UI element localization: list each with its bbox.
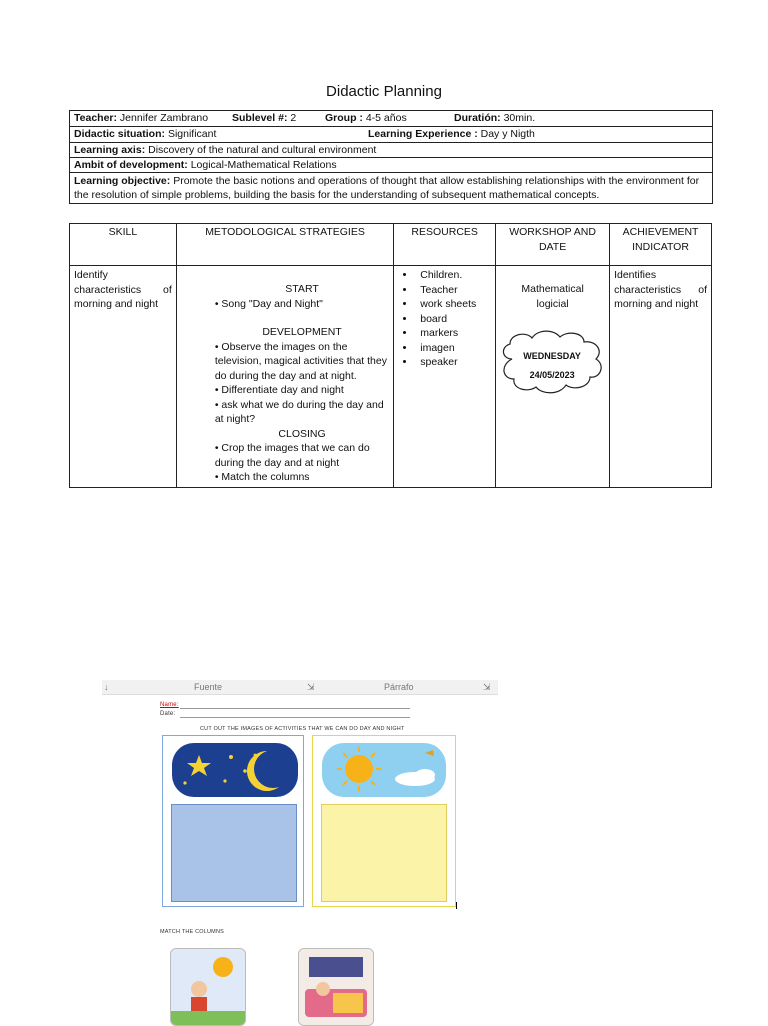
info-row-teacher — [70, 111, 712, 127]
achievement-cell: Identifies characteristics of morning and night — [610, 266, 712, 488]
page-title: Didactic Planning — [326, 83, 442, 100]
info-table — [69, 110, 713, 204]
toolbar-font-label: Fuente — [194, 682, 223, 692]
header-skill: SKILL — [70, 224, 177, 266]
child-sleeping-icon — [299, 949, 373, 1025]
child-playing-icon — [171, 949, 245, 1025]
info-row-ambit — [70, 158, 712, 173]
objective-label: Learning objective: — [74, 175, 171, 187]
list-item: • imagen — [416, 341, 491, 356]
workshop-cell — [496, 266, 610, 488]
date-line — [180, 717, 410, 718]
development-item: • Differentiate day and night — [215, 383, 389, 398]
ambit-label: Ambit of development: — [74, 159, 188, 171]
sublevel-value: 2 — [290, 112, 297, 124]
start-item: • Song "Day and Night" — [215, 297, 389, 312]
objective-value: Promote the basic notions and operations of thought that allow establishing relationships with the environment for the resolution of simple problems, building the basis for the understanding of subsequent mathematical concepts. — [74, 175, 700, 201]
axis-value: Discovery of the natural and cultural environment — [148, 144, 377, 156]
word-toolbar — [102, 680, 498, 695]
list-item: • Children. — [416, 268, 491, 283]
toolbar-expand-icon: ⇲ — [483, 682, 491, 692]
list-item: • speaker — [416, 355, 491, 370]
ambit-value: Logical-Mathematical Relations — [190, 159, 337, 171]
toolbar-paragraph-label: Párrafo — [384, 682, 414, 692]
cloud-shape-icon — [496, 329, 608, 399]
night-panel — [162, 735, 304, 907]
development-heading: DEVELOPMENT — [262, 326, 342, 338]
planning-table — [69, 223, 712, 488]
list-item: • Teacher — [416, 283, 491, 298]
group-value: 4-5 años — [365, 112, 407, 124]
match-columns-title: MATCH THE COLUMNS — [160, 929, 225, 935]
skill-cell: Identify characteristics of morning and night — [70, 266, 177, 488]
day-panel — [312, 735, 456, 907]
closing-item: • Match the columns — [215, 470, 389, 485]
sublevel-label: Sublevel #: — [232, 112, 288, 124]
header-resources: RESOURCES — [394, 224, 496, 266]
name-line — [180, 708, 410, 709]
workshop-day: WEDNESDAY — [523, 351, 581, 361]
night-cutout-box — [171, 804, 297, 902]
workshop-date: 24/05/2023 — [529, 370, 575, 380]
situation-label: Didactic situation: — [74, 128, 166, 140]
list-item: • work sheets — [416, 297, 491, 312]
strategies-cell — [176, 266, 393, 488]
development-item: • Observe the images on the television, magical activities that they do during the day and at night. — [215, 340, 389, 384]
info-row-situation — [70, 127, 712, 143]
date-label: Date: — [160, 711, 176, 717]
closing-heading: CLOSING — [278, 427, 326, 440]
day-sky-icon — [321, 741, 447, 799]
table-header-row — [70, 224, 712, 266]
resources-list — [398, 268, 491, 370]
duration-label: Duratión: — [454, 112, 501, 124]
header-workshop: WORKSHOP AND DATE — [496, 224, 610, 266]
worksheet-image — [102, 680, 498, 1024]
workshop-name: Mathematical logicial — [521, 283, 584, 310]
name-label: Name: — [160, 702, 179, 708]
experience-value: Day y Nigth — [480, 128, 535, 140]
start-heading: START — [285, 283, 319, 295]
worksheet-instruction: CUT OUT THE IMAGES OF ACTIVITIES THAT WE CAN DO DAY AND NIGHT — [200, 726, 405, 732]
info-row-objective — [70, 173, 712, 203]
closing-item: • Crop the images that we can do during the day and at night — [215, 441, 389, 470]
situation-value: Significant — [167, 128, 217, 140]
header-achievement: ACHIEVEMENT INDICATOR — [610, 224, 712, 266]
date-cloud — [496, 329, 608, 399]
experience-label: Learning Experience : — [368, 128, 478, 140]
list-item: • markers — [416, 326, 491, 341]
teacher-value: Jennifer Zambrano — [119, 112, 209, 124]
match-card-day — [170, 948, 246, 1026]
toolbar-expand-icon: ⇲ — [307, 682, 315, 692]
night-sky-icon — [171, 741, 299, 799]
group-label: Group : — [325, 112, 363, 124]
table-row — [70, 266, 712, 488]
axis-label: Learning axis: — [74, 144, 146, 156]
list-item: • board — [416, 312, 491, 327]
resources-cell — [394, 266, 496, 488]
text-cursor — [456, 902, 457, 909]
development-item: • ask what we do during the day and at night? — [215, 398, 389, 427]
info-row-axis — [70, 143, 712, 158]
duration-value: 30min. — [503, 112, 536, 124]
teacher-label: Teacher: — [74, 112, 117, 124]
header-strategies: METODOLOGICAL STRATEGIES — [176, 224, 393, 266]
match-card-night — [298, 948, 374, 1026]
day-cutout-box — [321, 804, 447, 902]
toolbar-arrow-icon: ↓ — [104, 682, 109, 692]
